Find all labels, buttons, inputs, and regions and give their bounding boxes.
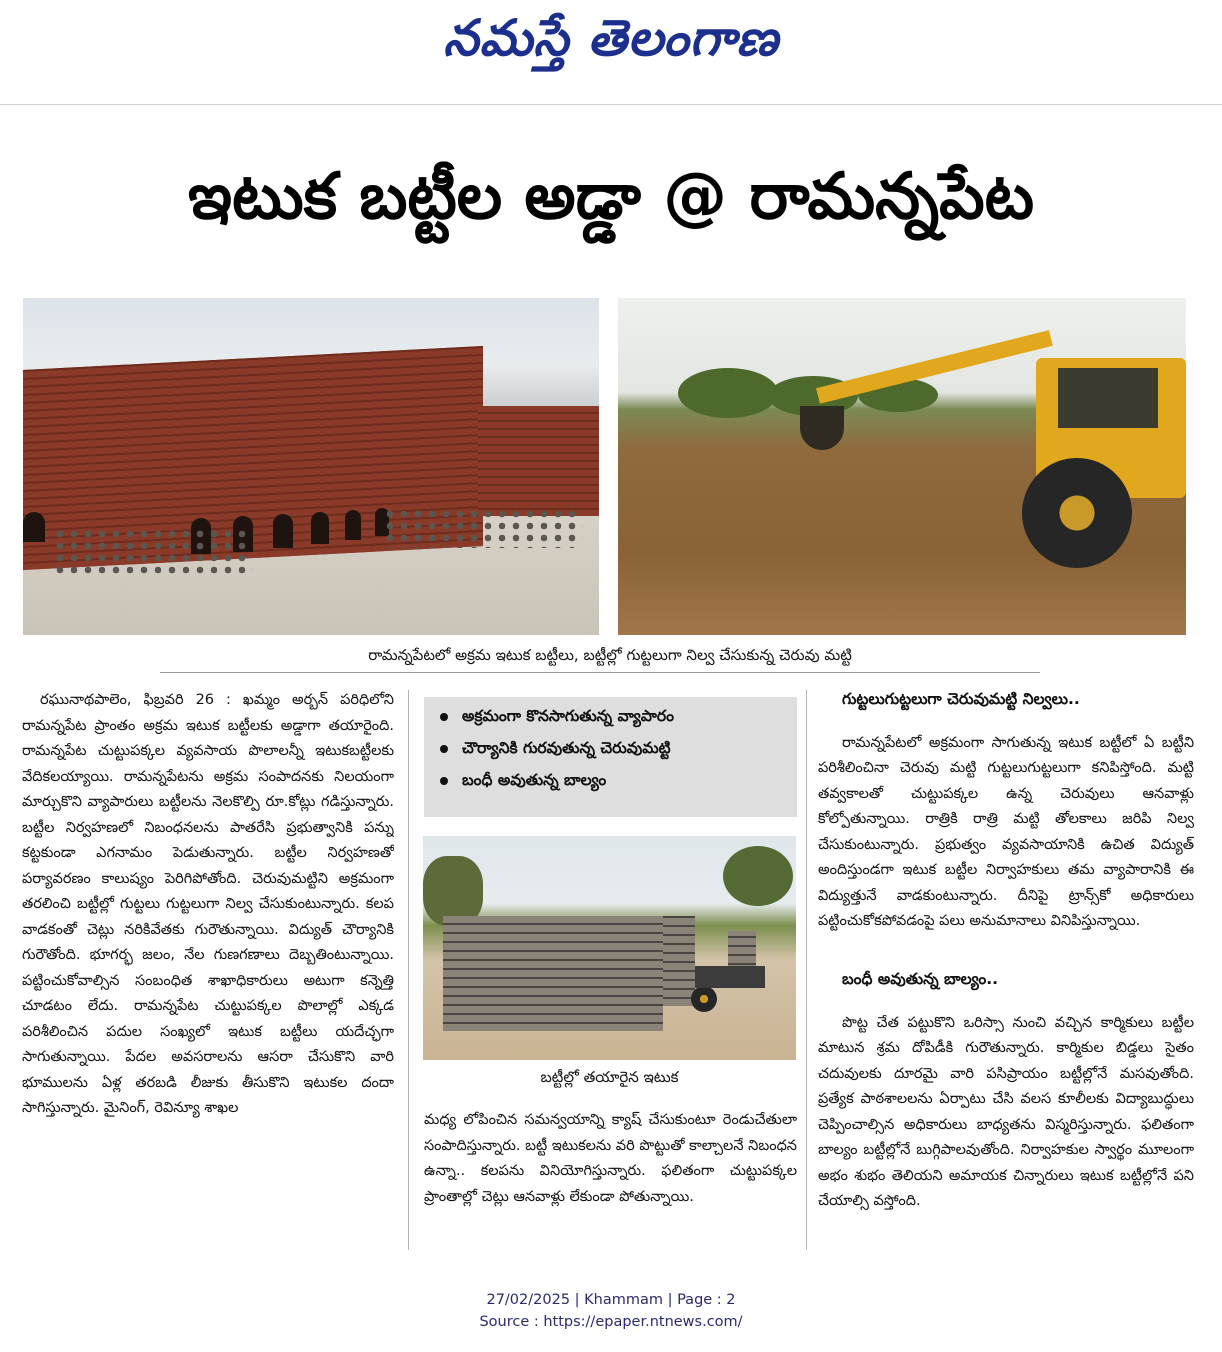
subheading: గుట్టలుగుట్టలుగా చెరువుమట్టి నిల్వలు..: [842, 690, 1080, 708]
article-column-middle: [424, 1108, 797, 1248]
highlight-item: అక్రమంగా కొనసాగుతున్న వ్యాపారం: [440, 707, 674, 729]
bullet-icon: [440, 745, 448, 753]
brick-stacks-photo: [423, 836, 796, 1060]
footer-date-line: 27/02/2025 | Khammam | Page : 2: [486, 1292, 736, 1308]
bullet-icon: [440, 777, 448, 785]
bullet-icon: [440, 713, 448, 721]
masthead: [0, 8, 1222, 78]
article-paragraph: పొట్ట చేత పట్టుకొని ఒరిస్సా నుంచి వచ్చిన కార్మికులు బట్టీల మాటున శ్రమ దోపిడీకి గురౌతున్నారు. కార్మికుల బిడ్డలు సైతం చదువులకు దూరమై వారి పసిప్రాయం బట్టీల్లోనే మసవుతోంది. ప్రత్యేక పాఠశాలలను ఏర్పాటు చేసి వలస కూలీలకు విద్యాబుద్ధులు చెప్పించాల్సిన అధికారులు బాధ్యతను విస్మరిస్తున్నారు. ఫలితంగా బాల్యం బట్టీల్లోనే బుగ్గిపాలవుతోంది. నిర్వాహకుల స్వార్థం మూలంగా అభం శుభం తెలియని అమాయక చిన్నారులు ఇటుక బట్టీల్లోనే పని చేయాల్సి వస్తోంది.: [818, 1014, 1194, 1209]
highlight-item: చౌర్యానికి గురవుతున్న చెరువుమట్టి: [440, 739, 671, 761]
masthead-title: నమస్తే తెలంగాణ: [443, 8, 779, 67]
excavator-photo: [618, 298, 1186, 635]
article-column-right-1: [818, 716, 1194, 966]
caption-divider: [160, 672, 1040, 673]
footer-source-line: Source : https://epaper.ntnews.com/: [479, 1314, 743, 1330]
brick-kiln-photo: [23, 298, 599, 635]
article-column-right-2: [818, 996, 1194, 1248]
main-photo-caption: రామన్నపేటలో అక్రమ ఇటుక బట్టీలు, బట్టీల్లో గుట్టలుగా నిల్వ చేసుకున్న చెరువు మట్టి: [368, 646, 852, 664]
article-paragraph: రఘునాథపాలెం, ఫిబ్రవరి 26 : ఖమ్మం అర్బన్ పరిధిలోని రామన్నపేట ప్రాంతం అక్రమ ఇటుక బట్టీలకు అడ్డాగా తయారైంది. రామన్నపేట చుట్టుపక్కల వ్యవసాయ పొలాలన్నీ ఇటుకబట్టీలకు వేదికలయ్యాయి. రామన్నపేటను అక్రమ సంపాదనకు నిలయంగా మార్చుకొని వ్యాపారులు బట్టీలను నెలకొల్పి రూ.కోట్లు గడిస్తున్నారు. బట్టీల నిర్వహణలో నిబంధనలను పాతరేసి ప్రభుత్వానికి పన్ను కట్టకుండా ఎగనామం పెడుతున్నారు. బట్టీల నిర్వహణతో పర్యావరణం కాలుష్యం పెరిగిపోతోంది. చెరువుమట్టిని అక్రమంగా తరలించి బట్టీల్లో గుట్టలు గుట్టలుగా నిల్వ చేసుకుంటున్నారు. కలప వాడకంతో చెట్లు నరికివేతకు గురౌతున్నాయి. విద్యుత్ చౌర్యానికి గురౌతోంది. భూగర్భ జలం, నేల గుణగణాలు దెబ్బతింటున్నాయి. పట్టించుకోవాల్సిన సంబంధిత శాఖాధికారులు అటుగా కన్నెత్తి చూడటం లేదు. రామన్నపేట చుట్టుపక్కల పొలాల్లో ఎక్కడ పరిశీలించిన పదుల సంఖ్యలో ఇటుక బట్టీలు యదేచ్ఛగా సాగుతున్నాయి. పేదల అవసరాలను ఆసరా చేసుకొని వారి భూములను ఏళ్ల తరబడి లీజుకు తీసుకొని ఇటుకల దందా సాగిస్తున్నారు. మైనింగ్, రెవిన్యూ శాఖల: [22, 692, 394, 1116]
highlights-box: [424, 697, 797, 817]
bricks-photo-caption: బట్టీల్లో తయారైన ఇటుక: [540, 1068, 679, 1086]
subheading: బంధీ అవుతున్న బాల్యం..: [842, 970, 998, 988]
headline-text: ఇటుక బట్టీల అడ్డా @ రామన్నపేట: [188, 160, 1034, 234]
column-divider: [408, 690, 409, 1250]
masthead-divider: [0, 104, 1222, 105]
column-divider: [806, 690, 807, 1250]
article-paragraph: రామన్నపేటలో అక్రమంగా సాగుతున్న ఇటుక బట్టీలో ఏ బట్టీని పరిశీలించినా చెరువు మట్టి గుట్టలుగుట్టలుగా కనిపిస్తోంది. మట్టి తవ్వకాలతో చుట్టుపక్కల ఉన్న చెరువులు ఆనవాళ్లు కోల్పోతున్నాయి. రాత్రికి రాత్రి మట్టి తోలకాలు జరిపి నిల్వ చేసుకుంటున్నారు. ప్రభుత్వం వ్యవసాయానికి ఉచిత విద్యుత్ అందిస్తుండగా ఇటుక బట్టీల నిర్వాహకులు తమ వ్యాపారానికి ఈ విద్యుత్తునే వాడకుంటున్నారు. దీనిపై ట్రాన్స్‌కో అధికారులు పట్టించుకోకపోవడంపై పలు అనుమానాలు వినిపిస్తున్నాయి.: [818, 734, 1194, 929]
article-column-left: [22, 688, 394, 1248]
highlight-item: బంధీ అవుతున్న బాల్యం: [440, 771, 606, 793]
article-paragraph: మధ్య లోపించిన సమన్వయాన్ని క్యాష్ చేసుకుంటూ రెండుచేతులా సంపాదిస్తున్నారు. బట్టీ ఇటుకలను వరి పొట్టుతో కాల్చాలనే నిబంధన ఉన్నా.. కలపను వినియోగిస్తున్నారు. ఫలితంగా చుట్టుపక్కల ప్రాంతాల్లో చెట్లు ఆనవాళ్లు లేకుండా పోతున్నాయి.: [424, 1112, 797, 1205]
headline: [0, 160, 1222, 249]
